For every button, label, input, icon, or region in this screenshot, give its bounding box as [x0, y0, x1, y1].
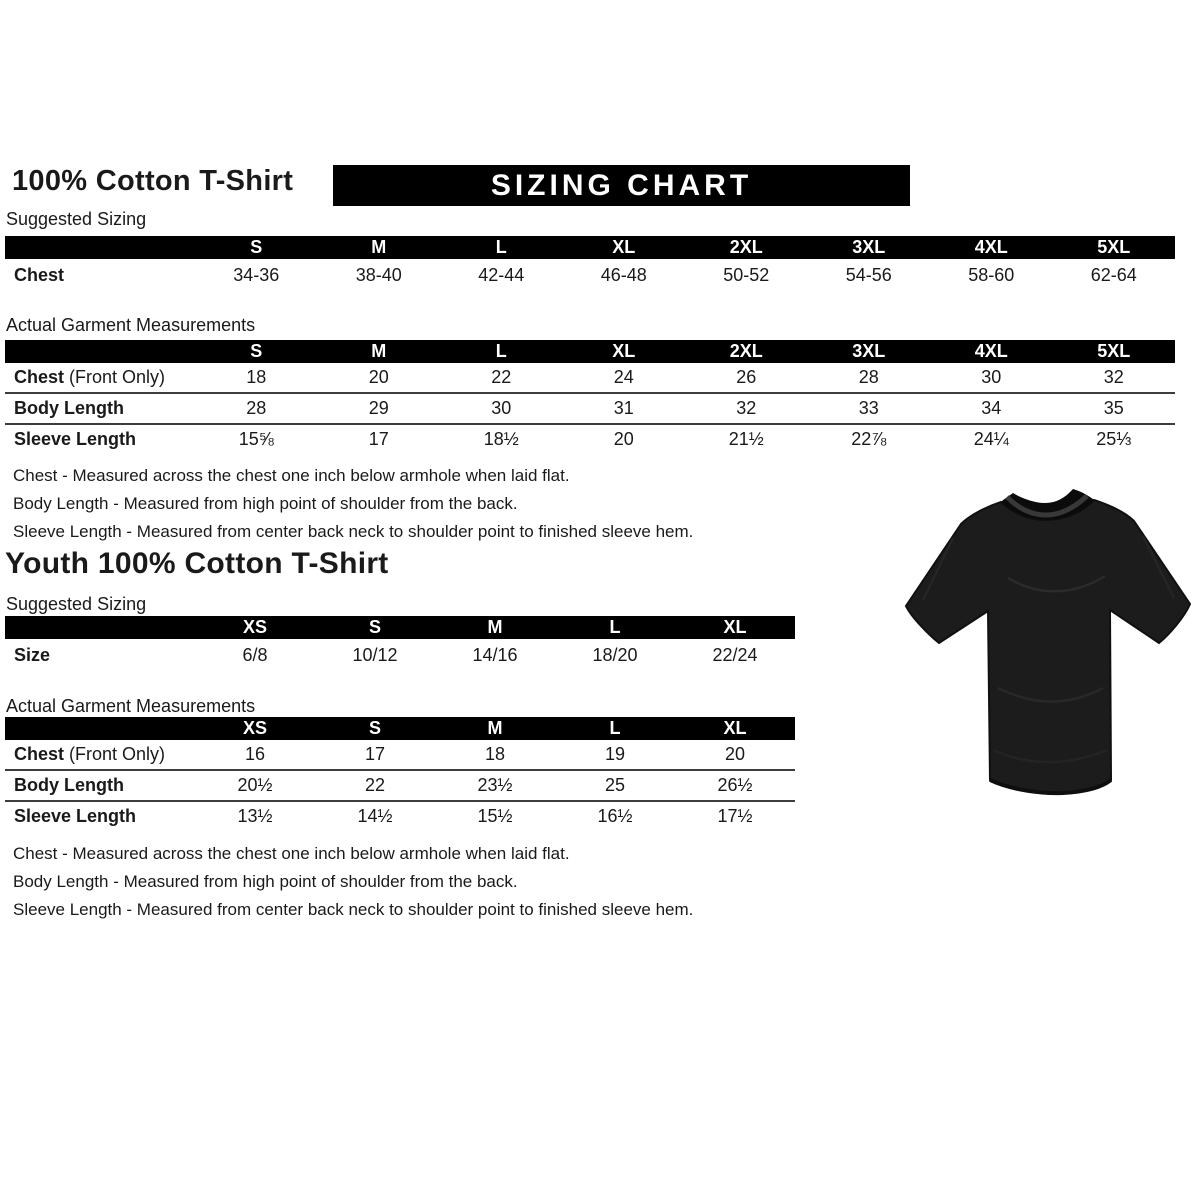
measurement-value: 22 [491, 367, 512, 387]
measurement-value: 14/16 [472, 645, 518, 665]
row-label: Chest (Front Only) [14, 367, 166, 387]
measurement-value: 62-64 [1090, 265, 1137, 285]
size-column-header-l: L [495, 341, 507, 361]
measurement-row-sleeve-length [5, 800, 795, 831]
black-tshirt-product-photo [893, 458, 1200, 808]
size-column-header-m: M [371, 237, 387, 257]
measurement-value: 20 [724, 744, 746, 764]
adult-suggested-sizing-table [5, 236, 1175, 292]
row-label: Sleeve Length [14, 806, 137, 826]
measurement-value: 20½ [237, 775, 273, 795]
measurement-value: 33 [858, 398, 879, 418]
measurement-value: 10/12 [352, 645, 398, 665]
size-column-header-s: S [368, 718, 381, 738]
table-header-row [5, 236, 1175, 259]
youth-actual-measurements-label: Actual Garment Measurements [6, 696, 256, 716]
size-column-header-4xl: 4XL [974, 237, 1008, 257]
measurement-value: 13½ [237, 806, 273, 826]
size-column-header-xl: XL [612, 237, 636, 257]
note-sleeve-length-definition: Sleeve Length - Measured from center back neck to shoulder point to finished sleeve hem. [13, 900, 694, 919]
measurement-value: 29 [368, 398, 389, 418]
measurement-value: 21½ [728, 429, 764, 449]
measurement-value: 35 [1103, 398, 1124, 418]
measurement-value: 25⅓ [1096, 429, 1132, 449]
youth-measurement-notes [13, 840, 693, 924]
measurement-value: 20 [368, 367, 389, 387]
measurement-value: 16½ [597, 806, 633, 826]
measurement-value: 14½ [357, 806, 393, 826]
adult-actual-measurements-label: Actual Garment Measurements [6, 315, 256, 335]
size-column-header-m: M [487, 617, 503, 637]
measurement-value: 31 [613, 398, 634, 418]
size-column-header-xl: XL [612, 341, 636, 361]
measurement-value: 17 [364, 744, 386, 764]
measurement-value: 20 [613, 429, 634, 449]
size-column-header-5xl: 5XL [1097, 237, 1131, 257]
adult-actual-measurements-table [5, 340, 1175, 454]
measurement-value: 28 [858, 367, 879, 387]
measurement-row-chest [5, 259, 1175, 292]
sizing-chart-banner [333, 165, 910, 206]
measurement-value: 19 [604, 744, 626, 764]
size-column-header-l: L [495, 237, 507, 257]
size-column-header-2xl: 2XL [729, 237, 763, 257]
measurement-value: 34 [981, 398, 1002, 418]
measurement-value: 38-40 [355, 265, 402, 285]
measurement-row-chest [5, 363, 1175, 392]
size-column-header-4xl: 4XL [974, 341, 1008, 361]
measurement-value: 25 [604, 775, 626, 795]
table-header-row [5, 340, 1175, 363]
measurement-value: 32 [1103, 367, 1124, 387]
size-column-header-m: M [371, 341, 387, 361]
measurement-value: 24 [613, 367, 634, 387]
row-label: Body Length [14, 775, 124, 795]
measurement-value: 22 [364, 775, 386, 795]
size-column-header-l: L [609, 617, 621, 637]
measurement-value: 23½ [477, 775, 513, 795]
measurement-value: 30 [491, 398, 512, 418]
measurement-value: 46-48 [600, 265, 647, 285]
measurement-value: 26 [736, 367, 757, 387]
measurement-row-sleeve-length [5, 423, 1175, 454]
row-label: Sleeve Length [14, 429, 137, 449]
note-sleeve-length-definition: Sleeve Length - Measured from center back neck to shoulder point to finished sleeve hem. [13, 522, 694, 541]
adult-suggested-sizing-label: Suggested Sizing [6, 209, 147, 229]
measurement-value: 26½ [717, 775, 753, 795]
size-column-header-2xl: 2XL [729, 341, 763, 361]
measurement-row-body-length [5, 392, 1175, 423]
measurement-value: 30 [981, 367, 1002, 387]
measurement-value: 58-60 [968, 265, 1015, 285]
measurement-value: 18/20 [592, 645, 638, 665]
row-label: Size [14, 645, 51, 665]
size-column-header-xs: XS [242, 718, 267, 738]
youth-actual-measurements-table [5, 717, 795, 831]
size-column-header-s: S [368, 617, 381, 637]
size-column-header-3xl: 3XL [852, 237, 886, 257]
sizing-chart-banner-label: SIZING CHART [490, 168, 753, 202]
youth-section-title: Youth 100% Cotton T-Shirt [5, 547, 389, 580]
size-column-header-xl: XL [723, 617, 747, 637]
measurement-value: 50-52 [723, 265, 770, 285]
row-label: Chest [14, 265, 65, 285]
measurement-value: 17 [368, 429, 389, 449]
measurement-value: 34-36 [233, 265, 280, 285]
measurement-value: 18 [246, 367, 267, 387]
size-column-header-xl: XL [723, 718, 747, 738]
table-header-row [5, 717, 795, 740]
measurement-value: 22/24 [712, 645, 758, 665]
table-header-row [5, 616, 795, 639]
youth-suggested-sizing-table [5, 616, 795, 672]
measurement-value: 18 [484, 744, 506, 764]
note-body-length-definition: Body Length - Measured from high point of shoulder from the back. [13, 872, 518, 891]
measurement-value: 15⅝ [238, 429, 274, 449]
measurement-value: 18½ [483, 429, 519, 449]
size-column-header-s: S [250, 341, 263, 361]
youth-suggested-sizing-label: Suggested Sizing [6, 594, 147, 614]
measurement-value: 54-56 [845, 265, 892, 285]
measurement-value: 6/8 [242, 645, 268, 665]
row-label: Chest (Front Only) [14, 744, 166, 764]
measurement-row-size [5, 639, 795, 672]
measurement-row-body-length [5, 769, 795, 800]
measurement-value: 32 [736, 398, 757, 418]
measurement-row-chest [5, 740, 795, 769]
tshirt-illustration [893, 458, 1200, 808]
size-column-header-s: S [250, 237, 263, 257]
measurement-value: 16 [244, 744, 266, 764]
adult-measurement-notes [13, 462, 693, 546]
note-chest-definition: Chest - Measured across the chest one inch below armhole when laid flat. [13, 844, 570, 863]
size-column-header-5xl: 5XL [1097, 341, 1131, 361]
note-body-length-definition: Body Length - Measured from high point of shoulder from the back. [13, 494, 518, 513]
measurement-value: 15½ [477, 806, 513, 826]
measurement-value: 22⅞ [851, 429, 887, 449]
row-label: Body Length [14, 398, 124, 418]
measurement-value: 28 [246, 398, 267, 418]
measurement-value: 42-44 [478, 265, 525, 285]
note-chest-definition: Chest - Measured across the chest one inch below armhole when laid flat. [13, 466, 570, 485]
size-column-header-m: M [487, 718, 503, 738]
size-column-header-l: L [609, 718, 621, 738]
size-column-header-xs: XS [242, 617, 267, 637]
size-column-header-3xl: 3XL [852, 341, 886, 361]
measurement-value: 17½ [717, 806, 753, 826]
measurement-value: 24¼ [973, 429, 1009, 449]
adult-section-title: 100% Cotton T-Shirt [12, 165, 294, 197]
